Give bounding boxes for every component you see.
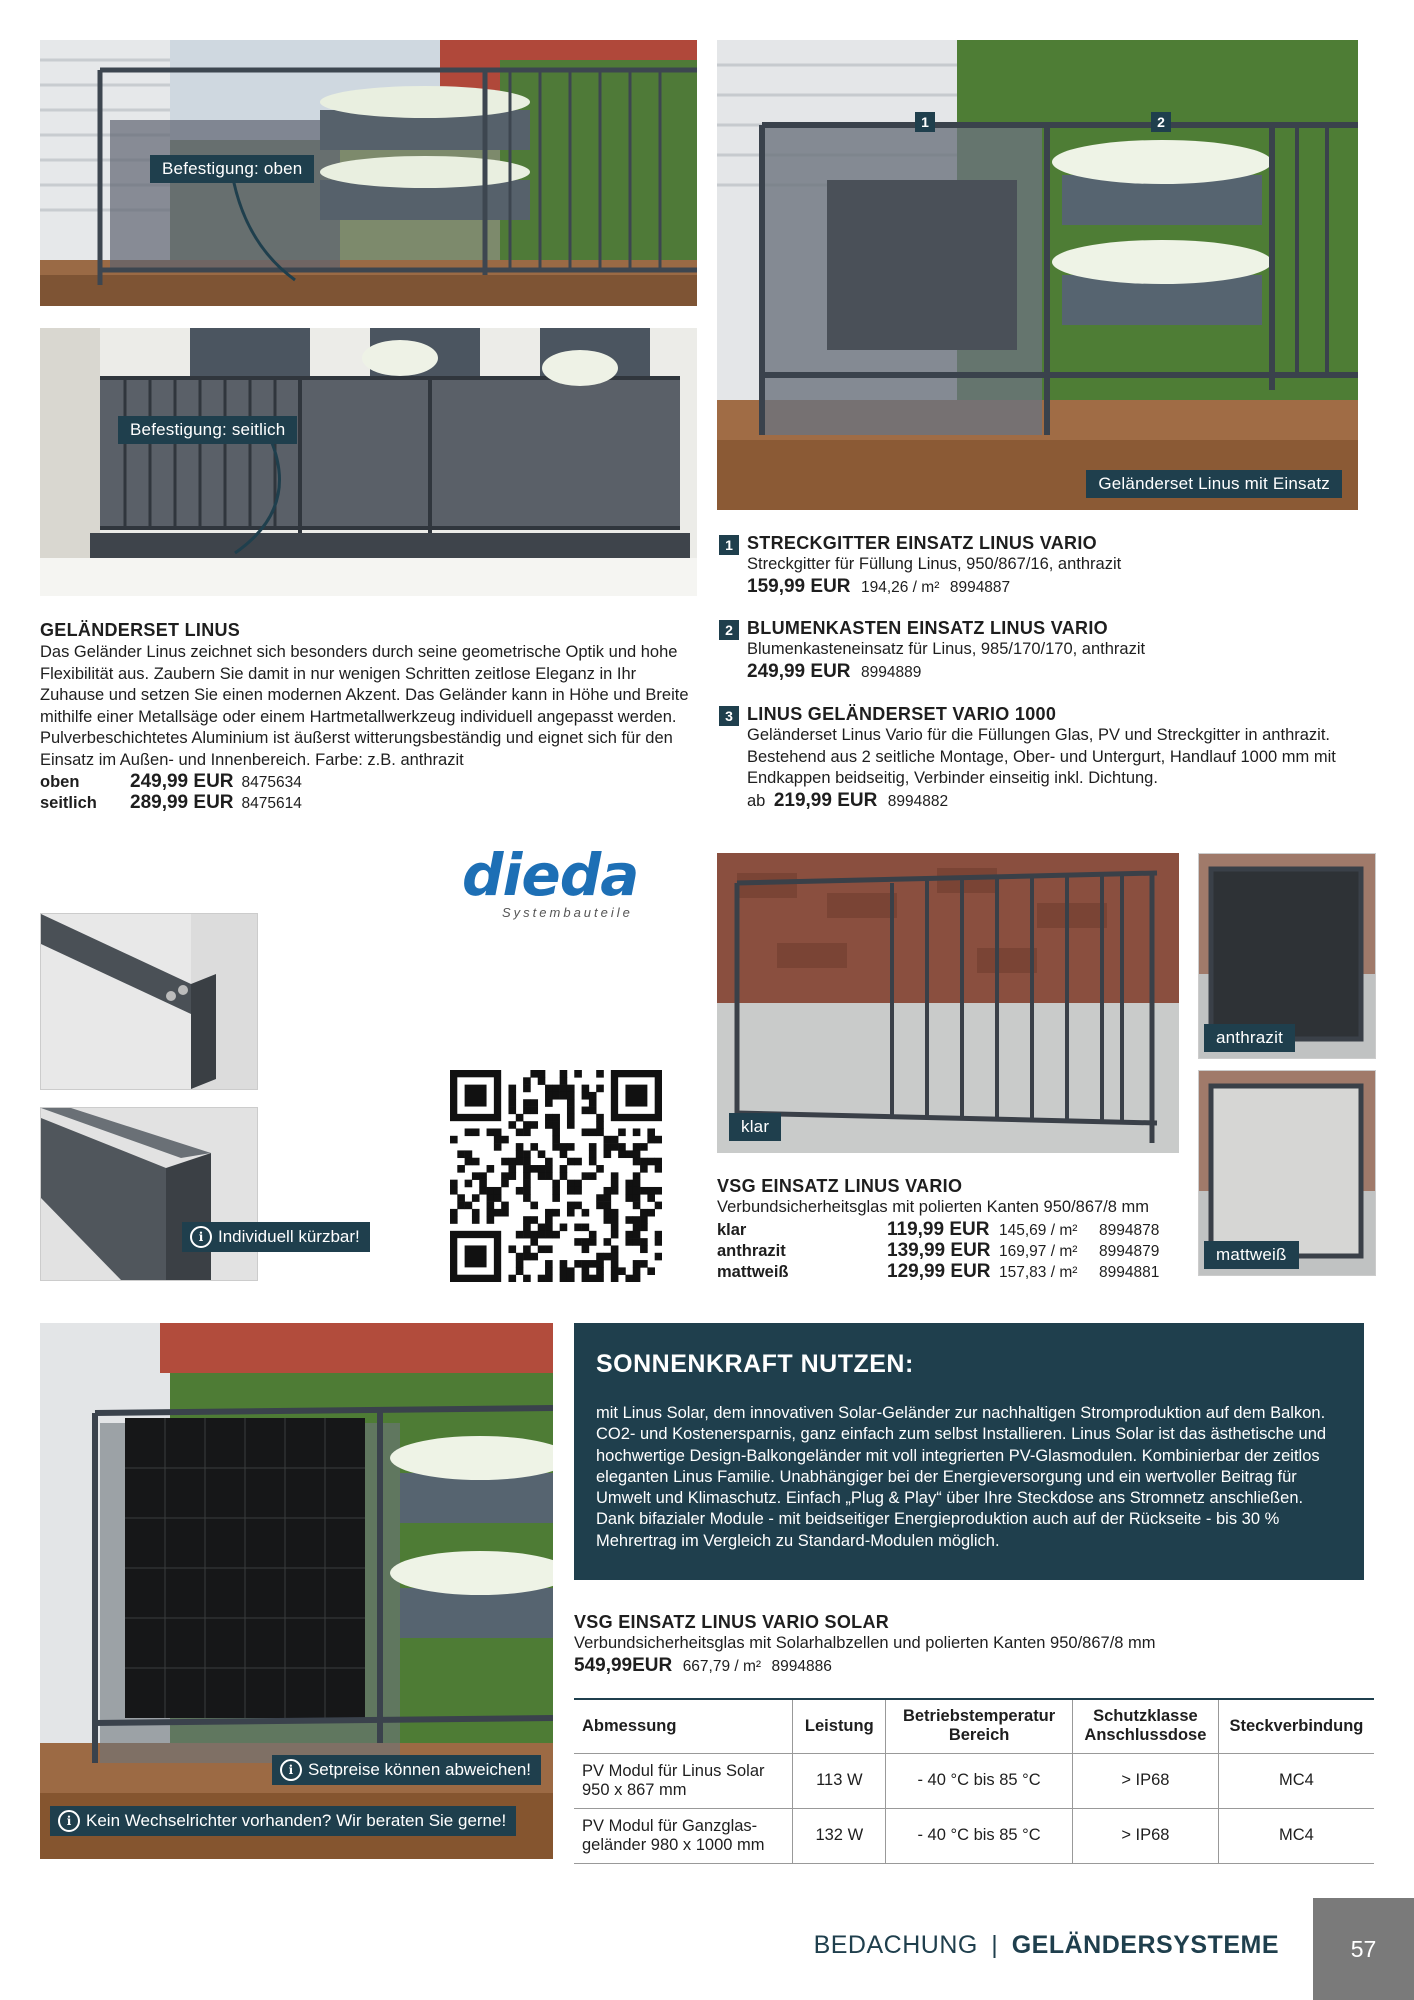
product-title: LINUS GELÄNDERSET VARIO 1000 <box>747 704 1057 724</box>
profile-detail-image <box>41 1108 257 1280</box>
solar-product-block <box>574 1612 1364 1677</box>
footer-separator: | <box>991 1931 999 1959</box>
railing-top-mount-image <box>40 40 697 306</box>
info-icon: i <box>190 1226 212 1248</box>
spec-cell: 113 W <box>793 1753 886 1808</box>
product-art: 8994889 <box>860 663 922 681</box>
wechselrichter-info-text: Kein Wechselrichter vorhanden? Wir beraten Sie gerne! <box>86 1811 507 1830</box>
product-number: 2 <box>719 620 739 640</box>
product-desc: Geländerset Linus Vario für die Füllungen Glas, PV und Streckgitter in anthrazit. Bestehend aus 2 seitliche Montage, Ober- und Untergurt, Handlauf 1000 mm mit Endkappen beidseitig, Verbinder einseitig inkl. Dichtung. <box>747 726 1336 787</box>
vsg-anthrazit-label: anthrazit <box>1204 1024 1295 1052</box>
product-price-line <box>747 790 1367 813</box>
linus-product-block <box>40 620 704 813</box>
vsg-row-art: 8994881 <box>1099 1263 1160 1281</box>
vsg-price-row <box>717 1240 1197 1261</box>
spec-cell: MC4 <box>1218 1808 1374 1863</box>
product-title: STRECKGITTER EINSATZ LINUS VARIO <box>747 533 1097 553</box>
spec-cell: > IP68 <box>1072 1753 1218 1808</box>
setpreise-info-badge <box>272 1755 541 1785</box>
product-price: 249,99 EUR <box>747 660 851 682</box>
wechselrichter-info-badge <box>50 1806 516 1836</box>
photo-linus-mit-einsatz <box>717 40 1358 510</box>
railing-with-inserts-image <box>717 40 1358 510</box>
product-item <box>717 618 1367 704</box>
product-item <box>717 533 1367 618</box>
vsg-title: VSG EINSATZ LINUS VARIO <box>717 1176 963 1196</box>
linus-row-price: 249,99 EUR <box>130 771 234 792</box>
product-price-line <box>747 576 1367 598</box>
linus-row-art: 8475634 <box>241 774 302 791</box>
setpreise-info-text: Setpreise können abweichen! <box>307 1760 531 1779</box>
product-price-prefix: ab <box>747 791 766 810</box>
product-price-line <box>747 661 1367 683</box>
spec-header-cell: Steckverbindung <box>1218 1699 1374 1753</box>
vsg-mattweiss-label: mattweiß <box>1204 1241 1299 1269</box>
spec-cell: > IP68 <box>1072 1808 1218 1863</box>
info-icon: i <box>58 1810 80 1832</box>
vsg-clear-glass-image <box>717 853 1179 1153</box>
insert-marker-1: 1 <box>915 112 935 132</box>
footer-section: BEDACHUNG <box>813 1931 978 1959</box>
linus-description: Das Geländer Linus zeichnet sich besonders durch seine geometrische Optik und hohe Flexibilität aus. Zaubern Sie damit in nur wenigen Schritten zeitlose Eleganz in Ihr Zuhause und setzen Sie einen modernen Akzent. Das Geländer kann in Höhe und Breite mithilfe einer Metallsäge oder einem Hartmetallwerkzeug individuell angepasst werden. Pulverbeschichtetes Aluminium ist äußerst witterungsbeständig und eignet sich für den Einsatz im Außen- und Innenbereich. Farbe: z.B. anthrazit <box>40 643 689 769</box>
solar-product-art: 8994886 <box>771 1657 832 1675</box>
vsg-row-art: 8994879 <box>1099 1242 1160 1260</box>
product-number: 1 <box>719 535 739 555</box>
linus-row-price: 289,99 EUR <box>130 792 234 813</box>
vsg-klar-label: klar <box>729 1113 781 1141</box>
befestigung-seitlich-label: Befestigung: seitlich <box>118 416 297 444</box>
solar-product-price: 549,99EUR <box>574 1654 673 1676</box>
footer-subsection: GELÄNDERSYSTEME <box>1011 1931 1279 1959</box>
spec-cell: 132 W <box>793 1808 886 1863</box>
product-list <box>717 533 1367 812</box>
solar-product-unit: 667,79 / m² <box>682 1657 762 1675</box>
qr-code[interactable] <box>450 1070 662 1282</box>
spec-header-row <box>574 1699 1374 1753</box>
product-price: 159,99 EUR <box>747 575 851 597</box>
individuell-kuerzbar-badge <box>182 1222 370 1252</box>
vsg-row-price: 139,99 EUR <box>887 1239 991 1261</box>
sonnenkraft-title: SONNENKRAFT NUTZEN: <box>596 1350 914 1378</box>
vsg-row-unit: 157,83 / m² <box>999 1263 1078 1281</box>
product-art: 8994887 <box>949 578 1011 596</box>
vsg-product-block <box>717 1176 1197 1282</box>
product-desc: Blumenkasteneinsatz für Linus, 985/170/170, anthrazit <box>747 640 1146 658</box>
dieda-logo <box>462 841 682 920</box>
spec-row <box>574 1808 1374 1863</box>
info-icon: i <box>280 1759 302 1781</box>
insert-marker-2: 2 <box>1151 112 1171 132</box>
photo-befestigung-seitlich <box>40 328 697 596</box>
product-art: 8994882 <box>887 792 949 810</box>
vsg-row-label: anthrazit <box>717 1241 786 1260</box>
product-unit-price: 194,26 / m² <box>860 578 940 596</box>
spec-header-cell: Schutzklasse Anschlussdose <box>1072 1699 1218 1753</box>
linus-price-row-oben <box>40 771 704 792</box>
dieda-logo-tagline: Systembauteile <box>502 905 633 920</box>
product-number: 3 <box>719 706 739 726</box>
spec-cell: - 40 °C bis 85 °C <box>886 1808 1073 1863</box>
sonnenkraft-box <box>574 1323 1364 1580</box>
photo-vsg-anthrazit <box>1198 853 1376 1059</box>
vsg-price-row <box>717 1261 1197 1282</box>
linus-mit-einsatz-label: Geländerset Linus mit Einsatz <box>1086 470 1342 498</box>
spec-header-cell: Betriebstemperatur Bereich <box>886 1699 1073 1753</box>
railing-side-mount-image <box>40 328 697 596</box>
product-title: BLUMENKASTEN EINSATZ LINUS VARIO <box>747 618 1108 638</box>
vsg-row-label: mattweiß <box>717 1262 789 1281</box>
linus-row-art: 8475614 <box>241 795 302 812</box>
vsg-row-art: 8994878 <box>1099 1221 1160 1239</box>
solar-product-price-line <box>574 1655 1364 1677</box>
vsg-row-unit: 169,97 / m² <box>999 1242 1078 1260</box>
spec-header-cell: Leistung <box>793 1699 886 1753</box>
linus-price-row-seitlich <box>40 792 704 813</box>
individuell-kuerzbar-text: Individuell kürzbar! <box>218 1227 360 1246</box>
solar-product-desc: Verbundsicherheitsglas mit Solarhalbzellen und polierten Kanten 950/867/8 mm <box>574 1634 1156 1652</box>
vsg-row-unit: 145,69 / m² <box>999 1221 1078 1239</box>
vsg-row-label: klar <box>717 1220 747 1239</box>
product-desc: Streckgitter für Füllung Linus, 950/867/16, anthrazit <box>747 555 1122 573</box>
footer-section-title <box>814 1931 1279 1960</box>
product-price: 219,99 EUR <box>773 789 878 811</box>
linus-row-label: oben <box>40 773 80 791</box>
photo-detail-profile <box>40 1107 258 1281</box>
page-number: 57 <box>1350 1936 1377 1962</box>
spec-cell: PV Modul für Ganzglas-geländer 980 x 1000 mm <box>574 1808 793 1863</box>
befestigung-oben-label: Befestigung: oben <box>150 155 314 183</box>
vsg-row-price: 129,99 EUR <box>887 1260 991 1282</box>
sonnenkraft-text: mit Linus Solar, dem innovativen Solar-Geländer zur nachhaltigen Stromproduktion auf dem Balkon. CO2- und Kostenersparnis, ganz einfach zum selbst Installieren. Linus Solar ist das ästhetische und hochwertige Design-Balkongeländer mit voll integrierten PV-Glasmodulen. Kombinierbar der zeitlos eleganten Linus Familie. Unabhängiger bei der Energieversorgung und ein wertvoller Beitrag für Umwelt und Klimaschutz. Einfach „Plug & Play“ über Ihre Steckdose ans Stromnetz anschließen. Dank bifazialer Module - mit beidseitiger Energieproduktion auch auf der Rückseite - bis 30 % Mehrertrag im Vergleich zu Standard-Modulen möglich. <box>596 1404 1327 1550</box>
vsg-desc: Verbundsicherheitsglas mit polierten Kanten 950/867/8 mm <box>717 1198 1150 1216</box>
solar-product-title: VSG EINSATZ LINUS VARIO SOLAR <box>574 1612 890 1632</box>
vsg-price-row <box>717 1219 1197 1240</box>
spec-row <box>574 1753 1374 1808</box>
photo-linus-solar <box>40 1323 553 1859</box>
spec-header-cell: Abmessung <box>574 1699 793 1753</box>
linus-title: GELÄNDERSET LINUS <box>40 620 241 640</box>
pv-spec-table <box>574 1698 1374 1864</box>
photo-vsg-klar <box>717 853 1179 1153</box>
photo-befestigung-oben <box>40 40 697 306</box>
dieda-logo-name: dieda <box>462 841 639 909</box>
vsg-row-price: 119,99 EUR <box>887 1218 990 1240</box>
end-cap-detail-image <box>41 914 257 1089</box>
spec-cell: MC4 <box>1218 1753 1374 1808</box>
product-item <box>717 704 1367 812</box>
spec-cell: PV Modul für Linus Solar 950 x 867 mm <box>574 1753 793 1808</box>
qr-code-image <box>450 1070 662 1282</box>
page-number-box <box>1313 1898 1414 2000</box>
spec-cell: - 40 °C bis 85 °C <box>886 1753 1073 1808</box>
linus-row-label: seitlich <box>40 794 97 812</box>
photo-detail-end-cap <box>40 913 258 1090</box>
photo-vsg-mattweiss <box>1198 1070 1376 1276</box>
